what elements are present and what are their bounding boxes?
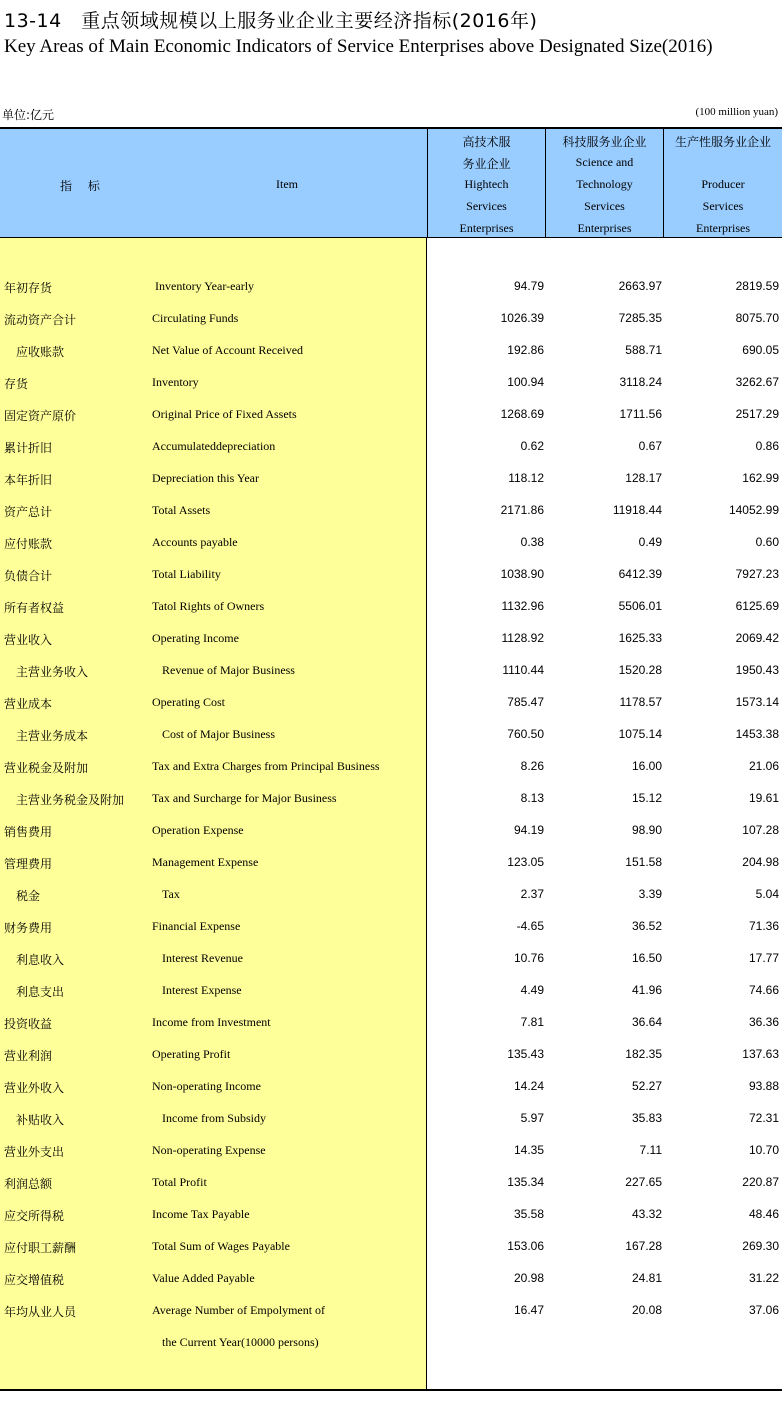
- row-label-cn: 财务费用: [4, 921, 53, 935]
- row-value-col1: 14.35: [513, 1143, 544, 1157]
- row-label-cn: 应交增值税: [4, 1273, 65, 1287]
- row-label-cn: 主营业务收入: [16, 665, 89, 679]
- row-value-col3: 31.22: [748, 1271, 779, 1285]
- row-value-col3: 7927.23: [735, 567, 779, 581]
- header-col2-line: Services: [584, 199, 625, 213]
- row-label-en: Tatol Rights of Owners: [152, 599, 265, 613]
- header-label-en: Item: [276, 177, 298, 191]
- row-value-col3: 1453.38: [735, 727, 779, 741]
- row-value-col2: 36.64: [631, 1015, 662, 1029]
- table-row: [0, 655, 782, 687]
- header-col3-line: Producer: [701, 177, 745, 191]
- row-value-col2: 151.58: [625, 855, 662, 869]
- row-value-col3: 74.66: [748, 983, 779, 997]
- table-row: [0, 495, 782, 527]
- row-value-col3: 204.98: [742, 855, 779, 869]
- row-value-col3: 3262.67: [735, 375, 779, 389]
- row-label-en: Non-operating Income: [152, 1079, 261, 1093]
- title-en: Key Areas of Main Economic Indicators of Service Enterprises above Designated Size(2016): [4, 36, 713, 57]
- row-label-en: Total Sum of Wages Payable: [152, 1239, 290, 1253]
- header-col2-line: Enterprises: [577, 221, 632, 235]
- row-label-cn: 资产总计: [4, 505, 53, 519]
- row-value-col1: 100.94: [507, 375, 544, 389]
- table-row: [0, 623, 782, 655]
- row-label-en: Cost of Major Business: [162, 727, 276, 741]
- row-value-col3: 6125.69: [735, 599, 779, 613]
- row-label-cn: 存货: [4, 377, 29, 391]
- row-label-cn: 本年折旧: [4, 473, 53, 487]
- row-label-cn: 应付账款: [4, 537, 53, 551]
- row-label-cn: 营业收入: [4, 633, 53, 647]
- row-label-en: Tax: [162, 887, 180, 901]
- table-row: [0, 1231, 782, 1263]
- row-value-col3: 10.70: [748, 1143, 779, 1157]
- table-row: [0, 1135, 782, 1167]
- table-row: [0, 1295, 782, 1327]
- table-row: [0, 1199, 782, 1231]
- row-value-col2: 16.50: [631, 951, 662, 965]
- row-value-col3: 37.06: [748, 1303, 779, 1317]
- row-value-col1: 1128.92: [501, 631, 544, 645]
- row-label-en: Accounts payable: [152, 535, 238, 549]
- row-value-col1: 118.12: [508, 471, 544, 485]
- row-label-cn: 营业外支出: [4, 1145, 65, 1159]
- header-col3-line: 生产性服务业企业: [674, 135, 771, 149]
- row-label-cn: 流动资产合计: [4, 313, 77, 327]
- row-value-col1: 1026.39: [500, 311, 544, 325]
- table-row: [0, 463, 782, 495]
- row-value-col1: -4.65: [516, 919, 544, 933]
- row-label-en: Operating Income: [152, 631, 239, 645]
- row-value-col1: 2171.86: [500, 503, 544, 517]
- table-row: [0, 1167, 782, 1199]
- row-value-col3: 0.86: [755, 439, 779, 453]
- table-row: [0, 1327, 782, 1359]
- table-row: [0, 943, 782, 975]
- table-row: [0, 399, 782, 431]
- row-value-col1: 0.38: [520, 535, 544, 549]
- row-value-col3: 2819.59: [735, 279, 779, 293]
- row-label-en: Total Assets: [152, 503, 211, 517]
- row-value-col2: 0.49: [638, 535, 662, 549]
- row-value-col1: 123.05: [507, 855, 544, 869]
- row-value-col1: 5.97: [520, 1111, 544, 1125]
- row-label-cn: 销售费用: [4, 825, 53, 839]
- row-value-col2: 2663.97: [618, 279, 662, 293]
- row-value-col3: 0.60: [755, 535, 779, 549]
- row-label-en: Operating Cost: [152, 695, 225, 709]
- table-row: [0, 751, 782, 783]
- row-value-col3: 269.30: [742, 1239, 779, 1253]
- table-row: [0, 431, 782, 463]
- row-label-cn: 利润总额: [4, 1177, 53, 1191]
- row-value-col3: 137.63: [742, 1047, 779, 1061]
- header-label-cn: 指 标: [60, 179, 106, 193]
- row-label-en: Total Liability: [152, 567, 221, 581]
- row-label-en: Inventory Year-early: [155, 279, 255, 293]
- row-label-cn: 营业成本: [4, 697, 53, 711]
- row-label-cn: 营业外收入: [4, 1081, 65, 1095]
- table-row: [0, 367, 782, 399]
- row-value-col1: 94.79: [513, 279, 544, 293]
- header-col2-line: Technology: [576, 177, 633, 191]
- row-label-en: Tax and Extra Charges from Principal Business: [152, 759, 380, 773]
- table-row: [0, 911, 782, 943]
- row-value-col1: 7.81: [520, 1015, 544, 1029]
- row-value-col3: 690.05: [742, 343, 779, 357]
- row-value-col2: 16.00: [631, 759, 662, 773]
- table-row: [0, 1263, 782, 1295]
- row-value-col2: 41.96: [631, 983, 662, 997]
- table-row: [0, 1039, 782, 1071]
- table-row: [0, 591, 782, 623]
- table-row: [0, 1071, 782, 1103]
- row-value-col1: 760.50: [507, 727, 544, 741]
- row-label-en: Original Price of Fixed Assets: [152, 407, 297, 421]
- row-label-en: Total Profit: [152, 1175, 207, 1189]
- row-value-col2: 1711.56: [619, 407, 662, 421]
- row-label-en: Average Number of Empolyment of: [152, 1303, 326, 1317]
- row-value-col3: 19.61: [748, 791, 779, 805]
- row-value-col2: 6412.39: [618, 567, 662, 581]
- row-value-col1: 135.43: [507, 1047, 544, 1061]
- table-row: [0, 271, 782, 303]
- row-label-cn: 税金: [16, 889, 41, 903]
- row-value-col2: 227.65: [625, 1175, 662, 1189]
- row-label-en: Interest Expense: [162, 983, 242, 997]
- row-value-col3: 107.28: [742, 823, 779, 837]
- row-value-col2: 20.08: [631, 1303, 662, 1317]
- row-label-cn: 投资收益: [4, 1017, 53, 1031]
- row-value-col3: 8075.70: [735, 311, 779, 325]
- row-label-en: Non-operating Expense: [152, 1143, 266, 1157]
- table-row: [0, 559, 782, 591]
- row-label-cn: 利息支出: [16, 985, 65, 999]
- header-col1-line: Hightech: [464, 177, 509, 191]
- row-value-col3: 71.36: [748, 919, 779, 933]
- row-value-col1: 1038.90: [500, 567, 544, 581]
- row-label-cn: 年初存货: [4, 281, 53, 295]
- row-value-col3: 14052.99: [728, 503, 779, 517]
- row-label-en: Accumulateddepreciation: [152, 439, 276, 453]
- table-row: [0, 1007, 782, 1039]
- row-value-col2: 35.83: [631, 1111, 662, 1125]
- header-col-science: [545, 129, 663, 238]
- table-row: [0, 975, 782, 1007]
- row-label-cn: 所有者权益: [4, 601, 65, 615]
- row-label-en: Circulating Funds: [152, 311, 239, 325]
- row-value-col3: 2517.29: [735, 407, 779, 421]
- row-label-en: Net Value of Account Received: [152, 343, 304, 357]
- header-col3-line: Enterprises: [696, 221, 750, 235]
- unit-cn: 单位:亿元: [2, 108, 55, 122]
- header-col1-line: 高技术服: [462, 135, 511, 149]
- row-value-col3: 93.88: [748, 1079, 779, 1093]
- header-col2-line: 科技服务业企业: [562, 135, 647, 149]
- row-value-col1: 1110.44: [502, 663, 544, 677]
- table-row: [0, 527, 782, 559]
- row-value-col1: 94.19: [513, 823, 544, 837]
- row-label-en: Tax and Surcharge for Major Business: [152, 791, 337, 805]
- row-label-en: Income Tax Payable: [152, 1207, 250, 1221]
- table-row: [0, 847, 782, 879]
- row-label-en: Income from Investment: [152, 1015, 271, 1029]
- row-value-col1: 2.37: [520, 887, 544, 901]
- row-label-en: Revenue of Major Business: [162, 663, 295, 677]
- row-label-en: Interest Revenue: [162, 951, 243, 965]
- header-col1-line: Services: [466, 199, 507, 213]
- row-label-cn: 主营业务税金及附加: [16, 793, 125, 807]
- title-cn: 13-14 重点领域规模以上服务业企业主要经济指标(2016年): [4, 10, 538, 32]
- header-col1-line: Enterprises: [459, 221, 514, 235]
- row-value-col2: 98.90: [631, 823, 662, 837]
- header-col2-line: Science and: [575, 155, 634, 169]
- header-col-producer: [663, 129, 782, 238]
- row-value-col3: 1573.14: [735, 695, 779, 709]
- row-label-en: Management Expense: [152, 855, 259, 869]
- row-value-col2: 3118.24: [619, 375, 662, 389]
- row-label-en: Depreciation this Year: [152, 471, 259, 485]
- row-label-cn: 主营业务成本: [16, 729, 89, 743]
- row-value-col3: 17.77: [748, 951, 779, 965]
- row-value-col1: 14.24: [513, 1079, 544, 1093]
- header-col-hightech: [427, 129, 545, 238]
- row-value-col3: 36.36: [748, 1015, 779, 1029]
- row-value-col3: 162.99: [742, 471, 779, 485]
- row-value-col2: 1075.14: [618, 727, 662, 741]
- row-label-cn: 利息收入: [16, 953, 65, 967]
- header-col1-line: 务业企业: [462, 157, 511, 171]
- row-label-cn: 年均从业人员: [4, 1305, 77, 1319]
- row-value-col1: 4.49: [520, 983, 544, 997]
- table-row: [0, 687, 782, 719]
- row-label-en: Income from Subsidy: [162, 1111, 266, 1125]
- row-value-col3: 1950.43: [735, 663, 779, 677]
- row-label-cn: 应收账款: [16, 345, 65, 359]
- row-label-en: the Current Year(10000 persons): [162, 1335, 319, 1349]
- row-value-col2: 167.28: [625, 1239, 662, 1253]
- table-row: [0, 303, 782, 335]
- table-header: [0, 127, 782, 238]
- row-value-col2: 588.71: [625, 343, 662, 357]
- row-value-col2: 11918.44: [612, 503, 662, 517]
- row-value-col2: 3.39: [638, 887, 662, 901]
- row-value-col1: 10.76: [513, 951, 544, 965]
- row-value-col3: 220.87: [742, 1175, 779, 1189]
- header-col3-line: Services: [702, 199, 744, 213]
- row-label-en: Financial Expense: [152, 919, 241, 933]
- row-value-col2: 1520.28: [618, 663, 662, 677]
- row-value-col1: 135.34: [507, 1175, 544, 1189]
- row-label-cn: 应交所得税: [4, 1209, 65, 1223]
- row-label-cn: 固定资产原价: [4, 409, 77, 423]
- row-value-col3: 48.46: [748, 1207, 779, 1221]
- row-value-col1: 153.06: [507, 1239, 544, 1253]
- row-value-col1: 8.26: [520, 759, 544, 773]
- row-value-col2: 0.67: [638, 439, 662, 453]
- row-value-col2: 15.12: [631, 791, 662, 805]
- row-value-col2: 182.35: [625, 1047, 662, 1061]
- row-value-col2: 52.27: [631, 1079, 662, 1093]
- row-label-en: Value Added Payable: [152, 1271, 255, 1285]
- row-value-col1: 1268.69: [500, 407, 544, 421]
- indicator-table: [0, 127, 782, 1391]
- row-label-cn: 补贴收入: [16, 1113, 65, 1127]
- row-label-en: Inventory: [152, 375, 199, 389]
- table-body: [0, 238, 782, 1391]
- row-value-col2: 43.32: [631, 1207, 662, 1221]
- row-value-col1: 35.58: [513, 1207, 544, 1221]
- row-value-col2: 1625.33: [618, 631, 662, 645]
- row-value-col1: 1132.96: [501, 599, 544, 613]
- row-label-en: Operating Profit: [152, 1047, 231, 1061]
- row-value-col2: 7285.35: [618, 311, 662, 325]
- row-label-cn: 营业利润: [4, 1049, 53, 1063]
- row-value-col3: 5.04: [755, 887, 779, 901]
- table-row: [0, 1103, 782, 1135]
- row-value-col3: 72.31: [748, 1111, 779, 1125]
- row-value-col1: 8.13: [520, 791, 544, 805]
- table-row: [0, 879, 782, 911]
- row-value-col1: 20.98: [513, 1271, 544, 1285]
- header-item-cell: [0, 129, 427, 238]
- row-label-cn: 营业税金及附加: [4, 761, 89, 775]
- row-value-col2: 24.81: [631, 1271, 662, 1285]
- row-value-col1: 192.86: [507, 343, 544, 357]
- row-value-col1: 16.47: [513, 1303, 544, 1317]
- table-row: [0, 783, 782, 815]
- table-row: [0, 335, 782, 367]
- row-value-col3: 21.06: [748, 759, 779, 773]
- row-value-col2: 7.11: [639, 1143, 662, 1157]
- row-value-col2: 128.17: [625, 471, 662, 485]
- row-label-cn: 累计折旧: [4, 441, 53, 455]
- unit-en: (100 million yuan): [695, 106, 778, 118]
- row-label-en: Operation Expense: [152, 823, 244, 837]
- row-value-col1: 785.47: [507, 695, 544, 709]
- row-value-col2: 36.52: [631, 919, 662, 933]
- row-value-col2: 1178.57: [619, 695, 662, 709]
- row-value-col2: 5506.01: [618, 599, 662, 613]
- row-label-cn: 应付职工薪酬: [4, 1241, 77, 1255]
- table-row: [0, 815, 782, 847]
- row-value-col3: 2069.42: [735, 631, 779, 645]
- row-value-col1: 0.62: [520, 439, 544, 453]
- row-label-cn: 管理费用: [4, 857, 53, 871]
- row-label-cn: 负债合计: [4, 569, 53, 583]
- table-row: [0, 719, 782, 751]
